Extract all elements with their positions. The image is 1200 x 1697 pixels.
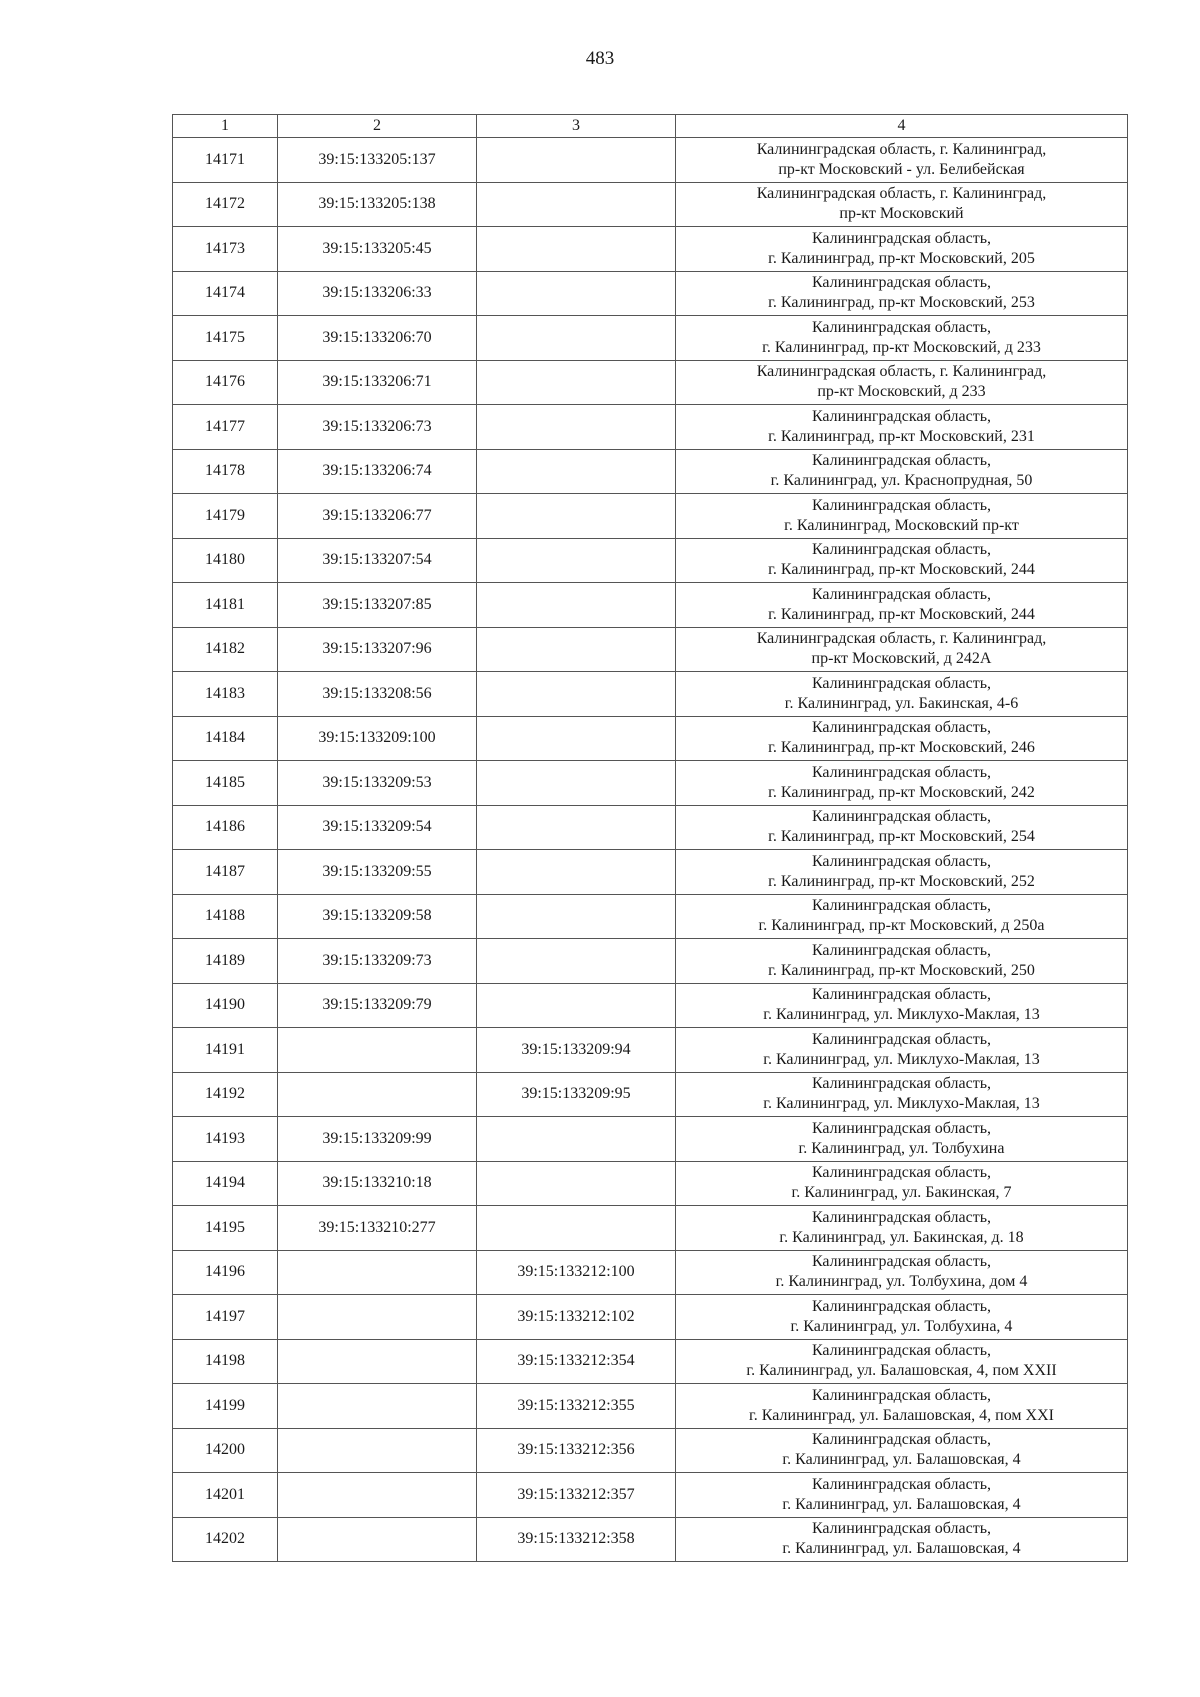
- cadastral-number-col3-cell: [477, 538, 676, 583]
- cadastral-number-col3-cell: [477, 271, 676, 316]
- address-cell: [676, 627, 1128, 672]
- address-cell: [676, 1072, 1128, 1117]
- cadastral-number-col3-cell: [477, 316, 676, 361]
- address-cell: [676, 138, 1128, 183]
- cadastral-number-col2-cell: 39:15:133206:70: [278, 316, 477, 361]
- address-line: г. Калининград, ул. Миклухо-Маклая, 13: [763, 1050, 1040, 1068]
- row-number-cell: 14183: [173, 672, 278, 717]
- table-row: [173, 761, 1128, 806]
- cadastral-number-col2-cell: [278, 1250, 477, 1295]
- table-row: [173, 316, 1128, 361]
- address-cell: [676, 1517, 1128, 1562]
- address-line: г. Калининград, пр-кт Московский, 253: [768, 294, 1035, 312]
- cadastral-number-col3-cell: [477, 894, 676, 939]
- row-number-cell: 14180: [173, 538, 278, 583]
- cadastral-number-col3-cell: [477, 850, 676, 895]
- address-cell: [676, 805, 1128, 850]
- address-line: г. Калининград, пр-кт Московский, 244: [768, 605, 1035, 623]
- table-row: [173, 405, 1128, 450]
- address-line: Калининградская область,: [811, 452, 992, 470]
- table-row: [173, 449, 1128, 494]
- address-line: г. Калининград, ул. Миклухо-Маклая, 13: [763, 1095, 1040, 1113]
- address-line: г. Калининград, ул. Балашовская, 4: [782, 1495, 1021, 1513]
- address-line: Калининградская область,: [811, 763, 992, 781]
- address-cell: [676, 1028, 1128, 1073]
- cadastral-number-col2-cell: 39:15:133206:73: [278, 405, 477, 450]
- address-line: г. Калининград, ул. Толбухина: [798, 1139, 1005, 1157]
- cadastral-number-col2-cell: 39:15:133209:53: [278, 761, 477, 806]
- address-line: Калининградская область,: [811, 407, 992, 425]
- column-header-3: 3: [477, 115, 676, 138]
- address-line: Калининградская область,: [811, 274, 992, 292]
- address-line: г. Калининград, ул. Балашовская, 4: [782, 1540, 1021, 1558]
- address-line: Калининградская область,: [811, 808, 992, 826]
- cadastral-number-col3-cell: [477, 449, 676, 494]
- cadastral-number-col2-cell: 39:15:133209:99: [278, 1117, 477, 1162]
- address-cell: [676, 1428, 1128, 1473]
- address-line: Калининградская область,: [811, 986, 992, 1004]
- cadastral-number-col3-cell: [477, 227, 676, 272]
- row-number-cell: 14185: [173, 761, 278, 806]
- cadastral-number-col3-cell: [477, 360, 676, 405]
- address-line: г. Калининград, пр-кт Московский, 242: [768, 783, 1035, 801]
- row-number-cell: 14179: [173, 494, 278, 539]
- row-number-cell: 14189: [173, 939, 278, 984]
- address-line: Калининградская область,: [811, 1119, 992, 1137]
- table-row: [173, 672, 1128, 717]
- address-line: г. Калининград, пр-кт Московский, 244: [768, 561, 1035, 579]
- address-line: Калининградская область,: [811, 1030, 992, 1048]
- cadastral-number-col3-cell: 39:15:133209:95: [477, 1072, 676, 1117]
- table-row: [173, 805, 1128, 850]
- address-line: г. Калининград, пр-кт Московский, 252: [768, 872, 1035, 890]
- address-line: Калининградская область,: [811, 674, 992, 692]
- table-row: [173, 894, 1128, 939]
- cadastral-number-col2-cell: 39:15:133209:73: [278, 939, 477, 984]
- column-header-2: 2: [278, 115, 477, 138]
- table-row: [173, 983, 1128, 1028]
- address-line: г. Калининград, пр-кт Московский, д 250а: [758, 917, 1045, 935]
- row-number-cell: 14190: [173, 983, 278, 1028]
- address-line: Калининградская область, г. Калининград,: [756, 185, 1047, 203]
- address-cell: [676, 983, 1128, 1028]
- cadastral-number-col2-cell: 39:15:133208:56: [278, 672, 477, 717]
- cadastral-number-col3-cell: [477, 138, 676, 183]
- table-header: [173, 115, 1128, 138]
- address-cell: [676, 1473, 1128, 1518]
- address-cell: [676, 1339, 1128, 1384]
- cadastral-number-col3-cell: [477, 1206, 676, 1251]
- table-row: [173, 1473, 1128, 1518]
- address-line: г. Калининград, пр-кт Московский, 246: [768, 739, 1035, 757]
- row-number-cell: 14171: [173, 138, 278, 183]
- address-cell: [676, 1384, 1128, 1429]
- cadastral-number-col3-cell: 39:15:133212:354: [477, 1339, 676, 1384]
- address-line: Калининградская область,: [811, 585, 992, 603]
- cadastral-number-col2-cell: [278, 1339, 477, 1384]
- row-number-cell: 14177: [173, 405, 278, 450]
- table-row: [173, 227, 1128, 272]
- row-number-cell: 14197: [173, 1295, 278, 1340]
- address-line: г. Калининград, ул. Толбухина, 4: [790, 1317, 1013, 1335]
- cadastral-number-col3-cell: [477, 405, 676, 450]
- row-number-cell: 14172: [173, 182, 278, 227]
- table-body: [173, 138, 1128, 1562]
- cadastral-number-col2-cell: [278, 1072, 477, 1117]
- cadastral-number-col3-cell: 39:15:133212:357: [477, 1473, 676, 1518]
- address-cell: [676, 1250, 1128, 1295]
- cadastral-number-col3-cell: [477, 939, 676, 984]
- address-line: Калининградская область,: [811, 229, 992, 247]
- row-number-cell: 14182: [173, 627, 278, 672]
- address-cell: [676, 761, 1128, 806]
- address-cell: [676, 1117, 1128, 1162]
- cadastral-number-col2-cell: 39:15:133206:71: [278, 360, 477, 405]
- row-number-cell: 14186: [173, 805, 278, 850]
- header-row: [173, 115, 1128, 138]
- address-line: Калининградская область,: [811, 852, 992, 870]
- address-line: г. Калининград, ул. Бакинская, д. 18: [779, 1228, 1024, 1246]
- table-row: [173, 627, 1128, 672]
- address-cell: [676, 716, 1128, 761]
- address-cell: [676, 894, 1128, 939]
- address-cell: [676, 182, 1128, 227]
- address-line: г. Калининград, ул. Балашовская, 4, пом XXII: [746, 1362, 1057, 1380]
- table-row: [173, 850, 1128, 895]
- address-line: Калининградская область,: [811, 1253, 992, 1271]
- table-row: [173, 494, 1128, 539]
- address-line: Калининградская область,: [811, 318, 992, 336]
- cadastral-number-col2-cell: [278, 1295, 477, 1340]
- cadastral-number-col2-cell: [278, 1428, 477, 1473]
- column-header-4: 4: [676, 115, 1128, 138]
- table-row: [173, 1339, 1128, 1384]
- address-cell: [676, 939, 1128, 984]
- table-row: [173, 538, 1128, 583]
- address-line: г. Калининград, ул. Балашовская, 4: [782, 1451, 1021, 1469]
- cadastral-number-col2-cell: 39:15:133205:137: [278, 138, 477, 183]
- address-line: Калининградская область,: [811, 496, 992, 514]
- table-row: [173, 182, 1128, 227]
- address-line: г. Калининград, пр-кт Московский, 205: [768, 249, 1035, 267]
- cadastral-number-col2-cell: 39:15:133209:55: [278, 850, 477, 895]
- address-cell: [676, 538, 1128, 583]
- address-line: г. Калининград, пр-кт Московский, 254: [768, 828, 1035, 846]
- address-line: г. Калининград, ул. Бакинская, 4-6: [784, 694, 1019, 712]
- table-row: [173, 1206, 1128, 1251]
- address-line: Калининградская область,: [811, 1520, 992, 1538]
- address-line: г. Калининград, Московский пр-кт: [784, 516, 1019, 534]
- cadastral-number-col3-cell: [477, 805, 676, 850]
- row-number-cell: 14200: [173, 1428, 278, 1473]
- row-number-cell: 14187: [173, 850, 278, 895]
- cadastral-number-col3-cell: [477, 1161, 676, 1206]
- page-number: 483: [585, 48, 615, 69]
- table-row: [173, 360, 1128, 405]
- address-line: Калининградская область,: [811, 719, 992, 737]
- address-line: г. Калининград, ул. Бакинская, 7: [791, 1184, 1012, 1202]
- cadastral-number-col3-cell: [477, 182, 676, 227]
- address-cell: [676, 583, 1128, 628]
- address-cell: [676, 271, 1128, 316]
- address-line: Калининградская область,: [811, 1208, 992, 1226]
- row-number-cell: 14184: [173, 716, 278, 761]
- cadastral-number-col2-cell: 39:15:133205:45: [278, 227, 477, 272]
- address-line: Калининградская область,: [811, 941, 992, 959]
- cadastral-number-col2-cell: 39:15:133209:58: [278, 894, 477, 939]
- address-line: Калининградская область,: [811, 1475, 992, 1493]
- cadastral-number-col3-cell: 39:15:133212:100: [477, 1250, 676, 1295]
- cadastral-number-col2-cell: 39:15:133210:277: [278, 1206, 477, 1251]
- table-row: [173, 138, 1128, 183]
- address-cell: [676, 449, 1128, 494]
- table-row: [173, 271, 1128, 316]
- table-row: [173, 1250, 1128, 1295]
- cadastral-number-col3-cell: [477, 494, 676, 539]
- address-line: Калининградская область, г. Калининград,: [756, 363, 1047, 381]
- row-number-cell: 14178: [173, 449, 278, 494]
- table-row: [173, 716, 1128, 761]
- row-number-cell: 14196: [173, 1250, 278, 1295]
- cadastral-number-col3-cell: 39:15:133209:94: [477, 1028, 676, 1073]
- address-line: г. Калининград, ул. Миклухо-Маклая, 13: [763, 1006, 1040, 1024]
- address-line: Калининградская область,: [811, 541, 992, 559]
- cadastral-number-col3-cell: 39:15:133212:358: [477, 1517, 676, 1562]
- address-line: г. Калининград, пр-кт Московский, д 233: [762, 338, 1041, 356]
- registry-table: [172, 114, 1128, 1562]
- row-number-cell: 14192: [173, 1072, 278, 1117]
- address-line: г. Калининград, ул. Балашовская, 4, пом XXI: [749, 1406, 1054, 1424]
- cadastral-number-col2-cell: 39:15:133207:85: [278, 583, 477, 628]
- cadastral-number-col2-cell: [278, 1028, 477, 1073]
- row-number-cell: 14176: [173, 360, 278, 405]
- address-line: Калининградская область,: [811, 897, 992, 915]
- address-line: Калининградская область,: [811, 1386, 992, 1404]
- address-cell: [676, 1161, 1128, 1206]
- table-row: [173, 1072, 1128, 1117]
- row-number-cell: 14202: [173, 1517, 278, 1562]
- cadastral-number-col3-cell: [477, 672, 676, 717]
- address-cell: [676, 1206, 1128, 1251]
- cadastral-number-col2-cell: 39:15:133206:33: [278, 271, 477, 316]
- table-row: [173, 939, 1128, 984]
- table-row: [173, 1384, 1128, 1429]
- cadastral-number-col2-cell: 39:15:133210:18: [278, 1161, 477, 1206]
- cadastral-number-col2-cell: 39:15:133206:74: [278, 449, 477, 494]
- address-cell: [676, 1295, 1128, 1340]
- cadastral-number-col3-cell: [477, 1117, 676, 1162]
- cadastral-number-col3-cell: 39:15:133212:102: [477, 1295, 676, 1340]
- row-number-cell: 14201: [173, 1473, 278, 1518]
- address-line: Калининградская область, г. Калининград,: [756, 630, 1047, 648]
- cadastral-number-col2-cell: [278, 1384, 477, 1429]
- cadastral-number-col2-cell: 39:15:133209:100: [278, 716, 477, 761]
- cadastral-number-col3-cell: [477, 983, 676, 1028]
- cadastral-number-col3-cell: 39:15:133212:355: [477, 1384, 676, 1429]
- address-line: Калининградская область,: [811, 1342, 992, 1360]
- address-line: Калининградская область, г. Калининград,: [756, 140, 1047, 158]
- table-row: [173, 1117, 1128, 1162]
- cadastral-number-col3-cell: [477, 627, 676, 672]
- row-number-cell: 14194: [173, 1161, 278, 1206]
- row-number-cell: 14195: [173, 1206, 278, 1251]
- address-line: пр-кт Московский - ул. Белибейская: [778, 160, 1025, 178]
- address-cell: [676, 494, 1128, 539]
- cadastral-number-col2-cell: 39:15:133209:54: [278, 805, 477, 850]
- column-header-1: 1: [173, 115, 278, 138]
- row-number-cell: 14188: [173, 894, 278, 939]
- cadastral-number-col3-cell: 39:15:133212:356: [477, 1428, 676, 1473]
- address-line: г. Калининград, пр-кт Московский, 231: [768, 427, 1035, 445]
- address-line: Калининградская область,: [811, 1297, 992, 1315]
- cadastral-number-col2-cell: 39:15:133209:79: [278, 983, 477, 1028]
- cadastral-number-col2-cell: 39:15:133205:138: [278, 182, 477, 227]
- row-number-cell: 14199: [173, 1384, 278, 1429]
- table-row: [173, 1161, 1128, 1206]
- cadastral-number-col3-cell: [477, 716, 676, 761]
- cadastral-number-col2-cell: 39:15:133207:96: [278, 627, 477, 672]
- row-number-cell: 14175: [173, 316, 278, 361]
- table-row: [173, 1295, 1128, 1340]
- address-cell: [676, 316, 1128, 361]
- address-line: пр-кт Московский, д 242А: [811, 650, 992, 668]
- row-number-cell: 14181: [173, 583, 278, 628]
- address-line: Калининградская область,: [811, 1075, 992, 1093]
- address-cell: [676, 850, 1128, 895]
- table-row: [173, 1517, 1128, 1562]
- table-row: [173, 583, 1128, 628]
- row-number-cell: 14193: [173, 1117, 278, 1162]
- table-row: [173, 1428, 1128, 1473]
- address-line: г. Калининград, ул. Краснопрудная, 50: [770, 472, 1033, 490]
- address-cell: [676, 360, 1128, 405]
- cadastral-number-col2-cell: 39:15:133206:77: [278, 494, 477, 539]
- address-line: Калининградская область,: [811, 1164, 992, 1182]
- address-cell: [676, 672, 1128, 717]
- row-number-cell: 14191: [173, 1028, 278, 1073]
- address-line: пр-кт Московский, д 233: [817, 383, 986, 401]
- row-number-cell: 14174: [173, 271, 278, 316]
- address-line: пр-кт Московский: [839, 205, 964, 223]
- address-cell: [676, 405, 1128, 450]
- table-row: [173, 1028, 1128, 1073]
- address-cell: [676, 227, 1128, 272]
- address-line: г. Калининград, пр-кт Московский, 250: [768, 961, 1035, 979]
- cadastral-number-col2-cell: [278, 1517, 477, 1562]
- cadastral-number-col3-cell: [477, 583, 676, 628]
- cadastral-number-col2-cell: 39:15:133207:54: [278, 538, 477, 583]
- row-number-cell: 14198: [173, 1339, 278, 1384]
- cadastral-number-col3-cell: [477, 761, 676, 806]
- row-number-cell: 14173: [173, 227, 278, 272]
- address-line: г. Калининград, ул. Толбухина, дом 4: [775, 1273, 1028, 1291]
- address-line: Калининградская область,: [811, 1431, 992, 1449]
- cadastral-number-col2-cell: [278, 1473, 477, 1518]
